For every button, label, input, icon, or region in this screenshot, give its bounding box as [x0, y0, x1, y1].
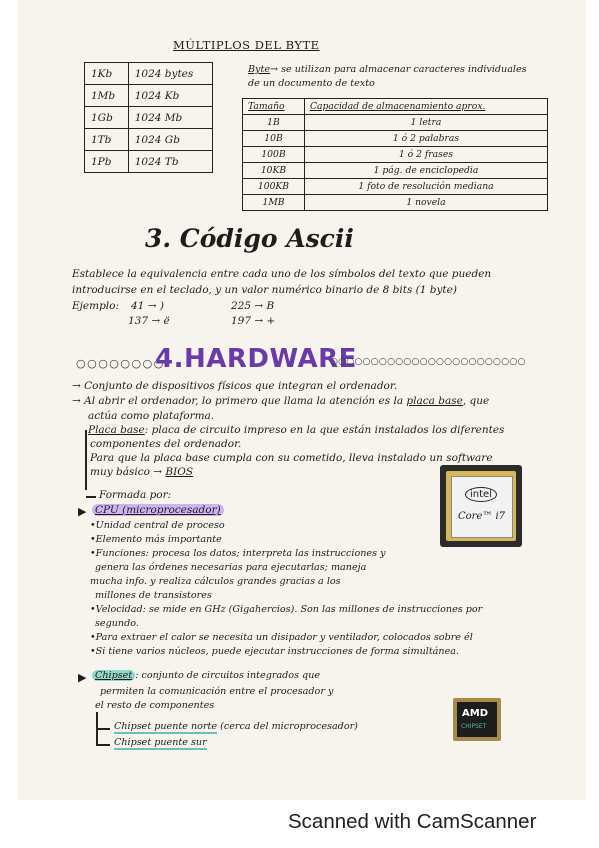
multiples-row: [85, 63, 213, 85]
bios-label: BIOS: [165, 466, 194, 478]
capacity-size-cell: 1B: [243, 115, 305, 131]
nucleos-line: •Si tiene varios núcleos, puede ejecutar instrucciones de forma simultánea.: [90, 646, 460, 657]
capacity-desc-cell: 1 foto de resolución mediana: [304, 179, 547, 195]
example-3: 137 → ë: [128, 315, 170, 327]
cpu-line4: genera las órdenes necesarias para ejecutarlas; maneja: [95, 562, 367, 573]
example-1: 41 → ): [131, 300, 164, 312]
hardware-heading: 4.HARDWARE: [155, 344, 357, 374]
dots-right: ○○○○○○○○○○○○○○○○○○○○○○○○: [330, 357, 526, 367]
chipset-line2: permiten la comunicación entre el procesador y: [100, 686, 334, 697]
chipset-line1: [92, 670, 320, 681]
byte-label: Byte: [248, 64, 271, 75]
page-title: MÚLTIPLOS DEL BYTE: [173, 38, 320, 52]
formada-por: Formada por:: [99, 489, 172, 501]
cpu-line5: mucha info. y realiza cálculos grandes gracias a los: [90, 576, 341, 587]
hw-bullet-2-end: , que: [462, 395, 490, 407]
intel-logo: intel: [465, 487, 497, 502]
cpu-line2: •Elemento más importante: [90, 534, 222, 545]
branch-sur: [96, 744, 110, 746]
placa-base-text1: : placa de circuito impreso en la que están instalados los diferentes: [144, 424, 505, 436]
branch-tick: [86, 496, 96, 498]
placa-base-line2: componentes del ordenador.: [90, 438, 242, 450]
cpu-line6: millones de transistores: [95, 590, 212, 601]
placa-base-link: placa base: [406, 395, 463, 407]
multiples-row: [85, 129, 213, 151]
hw-bullet-2-cont: actúa como plataforma.: [88, 410, 215, 422]
amd-logo: AMD: [462, 708, 488, 719]
multiples-row: [85, 107, 213, 129]
placa-base-line4: [90, 466, 193, 478]
capacity-row: [243, 179, 548, 195]
camscanner-watermark: Scanned with CamScanner: [288, 810, 537, 833]
capacity-row: [243, 195, 548, 211]
multiples-table: [84, 62, 213, 173]
calor-line: •Para extraer el calor se necesita un disipador y ventilador, colocados sobre él: [90, 632, 473, 643]
capacity-desc-cell: 1 ó 2 palabras: [304, 131, 547, 147]
velocidad-line2: segundo.: [95, 618, 139, 629]
capacity-desc-cell: 1 novela: [304, 195, 547, 211]
ascii-line1: Establece la equivalencia entre cada uno de los símbolos del texto que pueden: [72, 268, 492, 280]
example-4: 197 → +: [231, 315, 276, 327]
hw-bullet-2: [72, 395, 489, 407]
example-label: Ejemplo:: [72, 300, 120, 312]
multiple-value-cell: 1024 Mb: [128, 107, 212, 129]
branch-norte: [96, 728, 110, 730]
dots-left: ○○○○○○○○: [76, 357, 165, 370]
chipset-text1: : conjunto de circuitos integrados que: [135, 670, 321, 681]
capacity-size-cell: 10B: [243, 131, 305, 147]
placa-base-line3: Para que la placa base cumpla con su cometido, lleva instalado un software: [90, 452, 493, 464]
multiple-unit-cell: 1Gb: [85, 107, 129, 129]
multiple-unit-cell: 1Mb: [85, 85, 129, 107]
byte-note: [248, 64, 527, 75]
cpu-arrow-icon: ▶: [78, 505, 87, 518]
capacity-size-cell: 100KB: [243, 179, 305, 195]
capacity-header-cell: Tamaño: [243, 99, 305, 115]
capacity-header-cell: Capacidad de almacenamiento aprox.: [304, 99, 547, 115]
ascii-line2: introducirse en el teclado, y un valor numérico binario de 8 bits (1 byte): [72, 284, 457, 296]
capacity-table: [242, 98, 548, 211]
multiple-value-cell: 1024 Gb: [128, 129, 212, 151]
placa-base-label: Placa base: [88, 424, 145, 436]
cpu-highlight: CPU (microprocesador): [92, 504, 224, 516]
capacity-desc-cell: 1 letra: [304, 115, 547, 131]
multiple-value-cell: 1024 Kb: [128, 85, 212, 107]
chipset-arrow-icon: ▶: [78, 671, 87, 684]
multiple-unit-cell: 1Kb: [85, 63, 129, 85]
cpu-label: [92, 504, 224, 516]
ascii-heading: 3. Código Ascii: [145, 224, 354, 253]
multiple-value-cell: 1024 bytes: [128, 63, 212, 85]
capacity-desc-cell: 1 pág. de enciclopedia: [304, 163, 547, 179]
capacity-size-cell: 10KB: [243, 163, 305, 179]
velocidad-line1: •Velocidad: se mide en GHz (Gigahercios). Son las millones de instrucciones por: [90, 604, 483, 615]
puente-sur: [114, 737, 207, 748]
chipset-line3: el resto de componentes: [95, 700, 215, 711]
amd-chip-icon: [453, 698, 501, 741]
multiple-unit-cell: 1Tb: [85, 129, 129, 151]
amd-sub: CHIPSET: [461, 723, 487, 730]
intel-core-label: Core™ i7: [458, 511, 506, 522]
multiples-row: [85, 151, 213, 173]
bracket-line: [85, 430, 87, 490]
cpu-line1: •Unidad central de proceso: [90, 520, 225, 531]
capacity-desc-cell: 1 ó 2 frases: [304, 147, 547, 163]
byte-note-line2: de un documento de texto: [248, 78, 375, 89]
chipset-highlight: Chipset: [92, 670, 135, 681]
multiples-row: [85, 85, 213, 107]
multiple-value-cell: 1024 Tb: [128, 151, 212, 173]
capacity-size-cell: 100B: [243, 147, 305, 163]
puente-norte-note: (cerca del microprocesador): [217, 721, 358, 732]
capacity-row: [243, 115, 548, 131]
capacity-header-row: [243, 99, 548, 115]
capacity-row: [243, 163, 548, 179]
puente-norte-label: Chipset puente norte: [114, 721, 218, 732]
capacity-row: [243, 131, 548, 147]
capacity-size-cell: 1MB: [243, 195, 305, 211]
hw-bullet-1: → Conjunto de dispositivos físicos que integran el ordenador.: [72, 380, 398, 392]
hw-bullet-2-text: → Al abrir el ordenador, lo primero que llama la atención es la: [72, 395, 407, 407]
puente-norte: [114, 721, 358, 732]
intel-chip-icon: [440, 465, 522, 547]
bios-prefix: muy básico →: [90, 466, 166, 478]
cpu-line3: •Funciones: procesa los datos; interpreta las instrucciones y: [90, 548, 386, 559]
byte-note-line1: → se utilizan para almacenar caracteres individuales: [270, 64, 527, 75]
capacity-row: [243, 147, 548, 163]
puente-sur-label: Chipset puente sur: [114, 737, 207, 748]
multiple-unit-cell: 1Pb: [85, 151, 129, 173]
example-2: 225 → B: [231, 300, 275, 312]
placa-base-line1: [88, 424, 504, 436]
